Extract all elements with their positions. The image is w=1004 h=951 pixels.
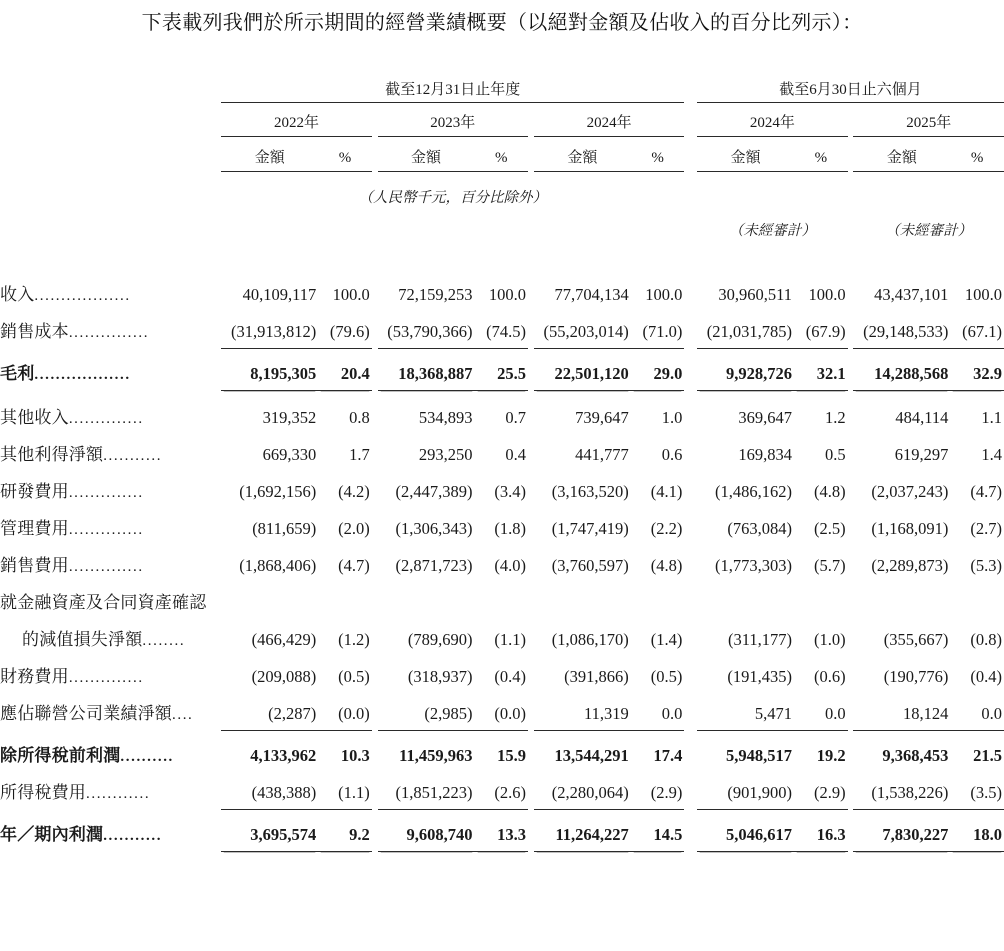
cell-value: (763,084) xyxy=(727,519,793,538)
cell-value: 8,195,305 xyxy=(221,348,318,390)
cell-value: 11,459,963 xyxy=(399,746,473,765)
cell-value: 619,297 xyxy=(894,445,949,464)
column-header-amount-2024a: 金額 xyxy=(567,150,598,166)
empty-cell xyxy=(684,137,697,171)
cell-value: (191,435) xyxy=(727,667,793,686)
cell-value: (2,985) xyxy=(378,693,475,730)
cell-value: (1.2) xyxy=(338,630,370,649)
cell-value: 7,830,227 xyxy=(853,809,950,851)
row-label-text: 財務費用 xyxy=(0,667,69,686)
row-label-text: 銷售費用 xyxy=(0,556,69,575)
row-label-finance-costs xyxy=(0,656,221,693)
cell-value: 669,330 xyxy=(262,445,317,464)
cell-value: 19.2 xyxy=(816,746,846,765)
leader-dots: .......... xyxy=(120,749,174,765)
cell-value: (0.6) xyxy=(813,667,846,686)
cell-value: 14.5 xyxy=(631,809,685,851)
cell-value: 9,608,740 xyxy=(378,809,475,851)
cell-value: 22,501,120 xyxy=(534,348,631,390)
unaudited-note-2025i: （未經審計） xyxy=(885,223,973,239)
cell-value: 1.2 xyxy=(824,408,846,427)
cell-value: 29.0 xyxy=(631,348,685,390)
table-row xyxy=(0,809,1004,851)
table-row xyxy=(0,508,1004,545)
cell-value: (3.5) xyxy=(950,772,1004,809)
row-label-gross-profit xyxy=(0,348,221,390)
table-row xyxy=(0,693,1004,730)
cell-value: (2.2) xyxy=(650,519,683,538)
cell-value: (1.1) xyxy=(494,630,527,649)
cell-value: (4.0) xyxy=(494,556,527,575)
leader-dots: ........... xyxy=(103,448,163,464)
cell-value: 484,114 xyxy=(895,408,949,427)
row-label-text: 收入 xyxy=(0,285,35,304)
cell-value: (1,086,170) xyxy=(551,630,629,649)
cell-value: 0.5 xyxy=(824,445,846,464)
cell-value: (1.8) xyxy=(494,519,527,538)
cell-value: 0.0 xyxy=(631,693,685,730)
cell-value: (4.2) xyxy=(338,482,370,501)
cell-value: (3,163,520) xyxy=(551,482,629,501)
cell-value: 100.0 xyxy=(964,285,1002,304)
cell-value: (190,776) xyxy=(883,667,949,686)
row-label-revenue xyxy=(0,274,221,311)
cell-value: (1,168,091) xyxy=(871,519,949,538)
row-label-text: 其他利得淨額 xyxy=(0,445,104,464)
cell-value: (0.0) xyxy=(475,693,529,730)
cell-value: 18,124 xyxy=(853,693,950,730)
cell-value: (2,037,243) xyxy=(871,482,949,501)
row-label-text: 年／期內利潤 xyxy=(0,825,104,844)
empty-cell xyxy=(684,311,697,348)
leader-dots: .............. xyxy=(68,670,144,686)
column-header-percent-2025i: % xyxy=(970,150,984,166)
cell-value: 13.3 xyxy=(475,809,529,851)
cell-value: 9,928,726 xyxy=(697,348,794,390)
cell-value: 77,704,134 xyxy=(554,285,629,304)
cell-value: (2.9) xyxy=(631,772,685,809)
cell-value: (1.1) xyxy=(318,772,372,809)
financial-summary-table xyxy=(0,78,1004,852)
cell-value: (3.4) xyxy=(494,482,527,501)
cell-value: (4.1) xyxy=(650,482,683,501)
table-row xyxy=(0,772,1004,809)
cell-value: (2,287) xyxy=(221,693,318,730)
cell-value: (0.5) xyxy=(650,667,683,686)
empty-cell xyxy=(221,582,1004,619)
cell-value: (1,538,226) xyxy=(853,772,950,809)
table-row xyxy=(0,545,1004,582)
row-label-other-net-gains xyxy=(0,434,221,471)
cell-value: 0.7 xyxy=(505,408,527,427)
leader-dots: ........ xyxy=(142,633,186,649)
column-header-amount-2022: 金額 xyxy=(254,150,285,166)
row-label-text: 銷售成本 xyxy=(0,322,69,341)
column-header-percent-2022: % xyxy=(338,150,352,166)
cell-value: (2,447,389) xyxy=(395,482,473,501)
cell-value: 20.4 xyxy=(318,348,372,390)
cell-value: (71.0) xyxy=(631,311,685,348)
leader-dots: .............. xyxy=(68,559,144,575)
cell-value: 4,133,962 xyxy=(250,746,317,765)
cell-value: (1,692,156) xyxy=(239,482,317,501)
empty-cell xyxy=(684,172,1004,207)
column-header-row xyxy=(0,137,1004,171)
period-header-2022: 2022年 xyxy=(273,115,319,131)
cell-value: (2.0) xyxy=(338,519,370,538)
empty-cell xyxy=(0,103,221,136)
cell-value: 534,893 xyxy=(418,408,473,427)
period-header-2025-interim: 2025年 xyxy=(906,115,952,131)
leader-dots: .............. xyxy=(68,522,144,538)
cell-value: (29,148,533) xyxy=(853,311,950,348)
table-row xyxy=(0,434,1004,471)
row-label-impairment-line1 xyxy=(0,582,221,619)
row-label-text: 就金融資產及合同資產確認 xyxy=(0,593,207,612)
row-label-income-tax-expense xyxy=(0,772,221,809)
row-label-text: 所得稅費用 xyxy=(0,783,86,802)
cell-value: 100.0 xyxy=(488,285,527,304)
cell-value: (391,866) xyxy=(564,667,629,686)
cell-value: 16.3 xyxy=(794,809,848,851)
cell-value: (4.7) xyxy=(338,556,370,575)
cell-value: 0.6 xyxy=(661,445,683,464)
group-header-row xyxy=(0,78,1004,102)
period-header-2024-annual: 2024年 xyxy=(586,115,632,131)
cell-value: (355,667) xyxy=(883,630,949,649)
empty-cell xyxy=(0,137,221,171)
cell-value: (55,203,014) xyxy=(534,311,631,348)
cell-value: (0.5) xyxy=(338,667,370,686)
cell-value: 293,250 xyxy=(418,445,473,464)
empty-cell xyxy=(684,772,697,809)
unaudited-note-row xyxy=(0,207,1004,240)
table-row xyxy=(0,730,1004,772)
cell-value: 11,264,227 xyxy=(534,809,631,851)
cell-value: 100.0 xyxy=(808,285,846,304)
empty-cell xyxy=(684,656,697,693)
unit-note: （人民幣千元，百分比除外） xyxy=(358,190,548,206)
row-label-admin-expenses xyxy=(0,508,221,545)
empty-cell xyxy=(684,730,697,772)
cell-value: 0.8 xyxy=(349,408,370,427)
cell-value: 10.3 xyxy=(340,746,370,765)
cell-value: (2,280,064) xyxy=(534,772,631,809)
cell-value: 9,368,453 xyxy=(882,746,949,765)
cell-value: (1,868,406) xyxy=(239,556,317,575)
leader-dots: ............ xyxy=(86,786,151,802)
column-header-amount-2023: 金額 xyxy=(411,150,442,166)
cell-value: 0.4 xyxy=(505,445,527,464)
empty-cell xyxy=(0,172,221,207)
cell-value: (438,388) xyxy=(221,772,318,809)
cell-value: (21,031,785) xyxy=(697,311,794,348)
cell-value: 739,647 xyxy=(575,408,629,427)
cell-value: (1,747,419) xyxy=(551,519,629,538)
cell-value: (79.6) xyxy=(318,311,372,348)
column-header-percent-2023: % xyxy=(495,150,508,166)
group-header-annual: 截至12月31日止年度 xyxy=(385,82,521,98)
cell-value: (466,429) xyxy=(251,630,317,649)
table-row xyxy=(0,348,1004,390)
cell-value: (811,659) xyxy=(252,519,317,538)
row-label-cost-of-sales xyxy=(0,311,221,348)
cell-value: (67.9) xyxy=(794,311,848,348)
cell-value: (2.9) xyxy=(794,772,848,809)
cell-value: (789,690) xyxy=(407,630,473,649)
table-row xyxy=(0,656,1004,693)
cell-value: 14,288,568 xyxy=(853,348,950,390)
cell-value: (2,289,873) xyxy=(871,556,949,575)
cell-value: 0.0 xyxy=(794,693,848,730)
cell-value: 30,960,511 xyxy=(718,285,793,304)
cell-value: 17.4 xyxy=(653,746,683,765)
period-header-2024-interim: 2024年 xyxy=(749,115,795,131)
cell-value: 1.7 xyxy=(349,445,370,464)
cell-value: 319,352 xyxy=(262,408,317,427)
cell-value: 13,544,291 xyxy=(554,746,629,765)
cell-value: 5,046,617 xyxy=(697,809,794,851)
header-body-spacer xyxy=(0,240,1004,274)
leader-dots: .... xyxy=(172,707,194,723)
cell-value: 43,437,101 xyxy=(874,285,949,304)
leader-dots: .................. xyxy=(34,288,131,304)
row-label-text: 研發費用 xyxy=(0,482,69,501)
row-label-selling-expenses xyxy=(0,545,221,582)
row-label-rd-expenses xyxy=(0,471,221,508)
leader-dots: ............... xyxy=(68,325,150,341)
empty-cell xyxy=(684,274,697,311)
cell-value: (5.7) xyxy=(813,556,846,575)
row-label-impairment-line2 xyxy=(0,619,221,656)
cell-value: (0.8) xyxy=(970,630,1002,649)
cell-value: (5.3) xyxy=(970,556,1002,575)
empty-cell xyxy=(0,78,221,102)
cell-value: (4.8) xyxy=(813,482,846,501)
leader-dots: ........... xyxy=(103,828,163,844)
cell-value: (1,773,303) xyxy=(715,556,793,575)
row-label-text: 應佔聯營公司業績淨額 xyxy=(0,704,172,723)
empty-cell xyxy=(684,78,697,102)
cell-value: 21.5 xyxy=(973,746,1002,765)
empty-cell xyxy=(684,809,697,851)
cell-value: (4.7) xyxy=(970,482,1002,501)
table-row xyxy=(0,311,1004,348)
empty-cell xyxy=(0,207,697,240)
cell-value: (0.4) xyxy=(970,667,1002,686)
cell-value: (31,913,812) xyxy=(221,311,318,348)
cell-value: (2.5) xyxy=(813,519,846,538)
unit-note-row xyxy=(0,172,1004,207)
cell-value: 11,319 xyxy=(534,693,631,730)
cell-value: 40,109,117 xyxy=(242,285,317,304)
empty-cell xyxy=(684,619,697,656)
cell-value: 32.1 xyxy=(794,348,848,390)
cell-value: 72,159,253 xyxy=(398,285,473,304)
cell-value: (1.4) xyxy=(650,630,683,649)
group-header-interim: 截至6月30日止六個月 xyxy=(779,82,922,98)
period-header-2023: 2023年 xyxy=(430,115,476,131)
intro-paragraph: 下表載列我們於所示期間的經營業績概要（以絕對金額及佔收入的百分比列示）： xyxy=(141,12,863,34)
empty-cell xyxy=(684,508,697,545)
empty-cell xyxy=(684,103,697,136)
table-row xyxy=(0,582,1004,619)
cell-value: (318,937) xyxy=(407,667,473,686)
period-header-row xyxy=(0,103,1004,136)
column-header-amount-2024i: 金額 xyxy=(730,150,761,166)
cell-value: (1,306,343) xyxy=(395,519,473,538)
row-label-other-income xyxy=(0,390,221,434)
cell-value: (74.5) xyxy=(475,311,529,348)
cell-value: 169,834 xyxy=(738,445,793,464)
row-label-profit-before-tax xyxy=(0,730,221,772)
cell-value: 5,471 xyxy=(697,693,794,730)
cell-value: 32.9 xyxy=(950,348,1004,390)
cell-value: (1,851,223) xyxy=(378,772,475,809)
row-label-text: 除所得稅前利潤 xyxy=(0,746,121,765)
leader-dots: .............. xyxy=(68,485,144,501)
cell-value: 1.0 xyxy=(661,408,683,427)
cell-value: (0.0) xyxy=(318,693,372,730)
unaudited-note-2024i: （未經審計） xyxy=(728,223,816,239)
empty-cell xyxy=(684,545,697,582)
cell-value: 1.1 xyxy=(981,408,1002,427)
cell-value: (53,790,366) xyxy=(378,311,475,348)
row-label-profit-for-period xyxy=(0,809,221,851)
cell-value: (1.0) xyxy=(813,630,846,649)
row-label-text: 毛利 xyxy=(0,364,35,383)
cell-value: 100.0 xyxy=(332,285,370,304)
empty-cell xyxy=(0,240,1004,274)
column-header-percent-2024a: % xyxy=(651,150,664,166)
cell-value: 5,948,517 xyxy=(726,746,793,765)
table-row xyxy=(0,390,1004,434)
cell-value: 441,777 xyxy=(575,445,629,464)
row-label-text: 的減值損失淨額 xyxy=(22,630,143,649)
row-label-share-of-associates xyxy=(0,693,221,730)
cell-value: (2.6) xyxy=(475,772,529,809)
cell-value: 0.0 xyxy=(950,693,1004,730)
empty-cell xyxy=(684,348,697,390)
row-label-text: 管理費用 xyxy=(0,519,69,538)
cell-value: (2,871,723) xyxy=(395,556,473,575)
row-label-text: 其他收入 xyxy=(0,408,69,427)
leader-dots: .................. xyxy=(34,367,131,383)
empty-cell xyxy=(684,693,697,730)
cell-value: (67.1) xyxy=(950,311,1004,348)
cell-value: (311,177) xyxy=(728,630,793,649)
cell-value: (3,760,597) xyxy=(551,556,629,575)
empty-cell xyxy=(684,390,697,434)
column-header-amount-2025i: 金額 xyxy=(886,150,917,166)
empty-cell xyxy=(684,434,697,471)
table-row xyxy=(0,274,1004,311)
cell-value: (0.4) xyxy=(494,667,527,686)
cell-value: 25.5 xyxy=(475,348,529,390)
cell-value: (4.8) xyxy=(650,556,683,575)
cell-value: (901,900) xyxy=(697,772,794,809)
table-row xyxy=(0,619,1004,656)
empty-cell xyxy=(684,471,697,508)
cell-value: 369,647 xyxy=(738,408,793,427)
cell-value: (1,486,162) xyxy=(715,482,793,501)
cell-value: 18.0 xyxy=(950,809,1004,851)
cell-value: (2.7) xyxy=(970,519,1002,538)
cell-value: 1.4 xyxy=(981,445,1002,464)
cell-value: 100.0 xyxy=(645,285,683,304)
cell-value: 15.9 xyxy=(497,746,527,765)
cell-value: (209,088) xyxy=(251,667,317,686)
cell-value: 9.2 xyxy=(318,809,372,851)
leader-dots: .............. xyxy=(68,411,144,427)
cell-value: 18,368,887 xyxy=(378,348,475,390)
table-row xyxy=(0,471,1004,508)
column-header-percent-2024i: % xyxy=(814,150,828,166)
cell-value: 3,695,574 xyxy=(221,809,318,851)
